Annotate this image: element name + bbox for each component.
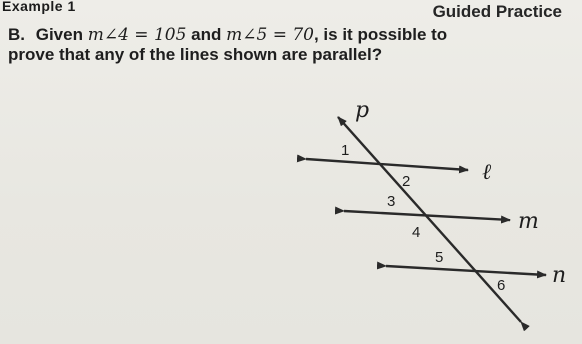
angle-label-1: 1 <box>341 142 350 159</box>
line-l <box>306 159 468 170</box>
angle-label-4: 4 <box>412 224 421 241</box>
angle-label-2: 2 <box>402 173 411 190</box>
angle4-measure: m∠4 = 105 <box>87 25 187 45</box>
angle-label-6: 6 <box>497 277 506 294</box>
line-m <box>344 211 510 220</box>
question-and-text: and <box>191 25 222 44</box>
section-title: Guided Practice <box>432 2 562 21</box>
label-l: ℓ <box>482 160 492 185</box>
example-label: Example 1 <box>2 0 76 14</box>
question-given-text: Given <box>35 25 83 44</box>
line-n <box>386 266 546 275</box>
angle5-measure: m∠5 = 70 <box>226 25 314 45</box>
question-line2-text: prove that any of the lines shown are parallel? <box>8 45 383 64</box>
angle-label-5: 5 <box>435 249 444 266</box>
label-p: p <box>355 98 370 123</box>
label-n: n <box>552 263 567 288</box>
question-part-label: B. <box>8 25 25 44</box>
label-m: m <box>518 209 539 234</box>
angle-label-3: 3 <box>387 193 396 210</box>
question-rest-text: , is it possible to <box>313 25 448 44</box>
